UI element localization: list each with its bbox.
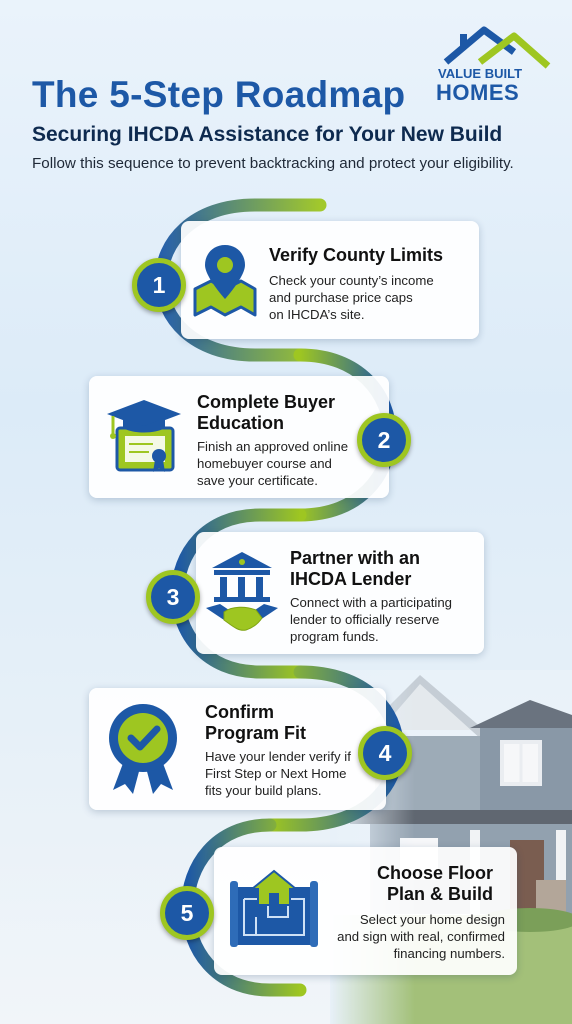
- graduation-cap-certificate-icon: [103, 398, 185, 478]
- step-card-1: [181, 221, 479, 339]
- map-pin-icon: [189, 241, 261, 317]
- intro-text: Follow this sequence to prevent backtracking and protect your eligibility.: [32, 155, 514, 172]
- step-card-5: [214, 847, 517, 975]
- logo-line2: HOMES: [436, 80, 520, 105]
- step-5-description: Select your home design and sign with real, confirmed financing numbers.: [337, 912, 505, 961]
- step-card-4: [89, 688, 386, 810]
- step-number-4: 4: [358, 726, 412, 780]
- step-4-title: Confirm Program Fit: [205, 702, 307, 743]
- step-4-description: Have your lender verify if First Step or Next Home fits your build plans.: [205, 749, 351, 798]
- step-5-title: Choose Floor Plan & Build: [377, 863, 493, 904]
- step-1-title: Verify County Limits: [269, 245, 444, 265]
- step-number-5: 5: [160, 886, 214, 940]
- floor-plan-house-icon: [228, 869, 318, 949]
- logo-line1: VALUE BUILT: [438, 66, 523, 81]
- step-number-2: 2: [357, 413, 411, 467]
- checkmark-badge-icon: [105, 702, 181, 794]
- step-2-title: Complete Buyer Education: [197, 392, 336, 433]
- step-number-3: 3: [146, 570, 200, 624]
- bank-handshake-icon: [202, 550, 282, 634]
- step-3-description: Connect with a participating lender to officially reserve program funds.: [290, 595, 453, 644]
- page-title: The 5-Step Roadmap: [32, 74, 406, 115]
- page-subtitle: Securing IHCDA Assistance for Your New Build: [32, 123, 503, 146]
- step-number-1: 1: [132, 258, 186, 312]
- step-3-title: Partner with an IHCDA Lender: [290, 548, 421, 589]
- step-2-description: Finish an approved online homebuyer course and save your certificate.: [197, 439, 349, 488]
- step-card-3: [196, 532, 484, 654]
- step-1-description: Check your county’s income and purchase price caps on IHCDA’s site.: [269, 273, 434, 322]
- step-card-2: [89, 376, 389, 498]
